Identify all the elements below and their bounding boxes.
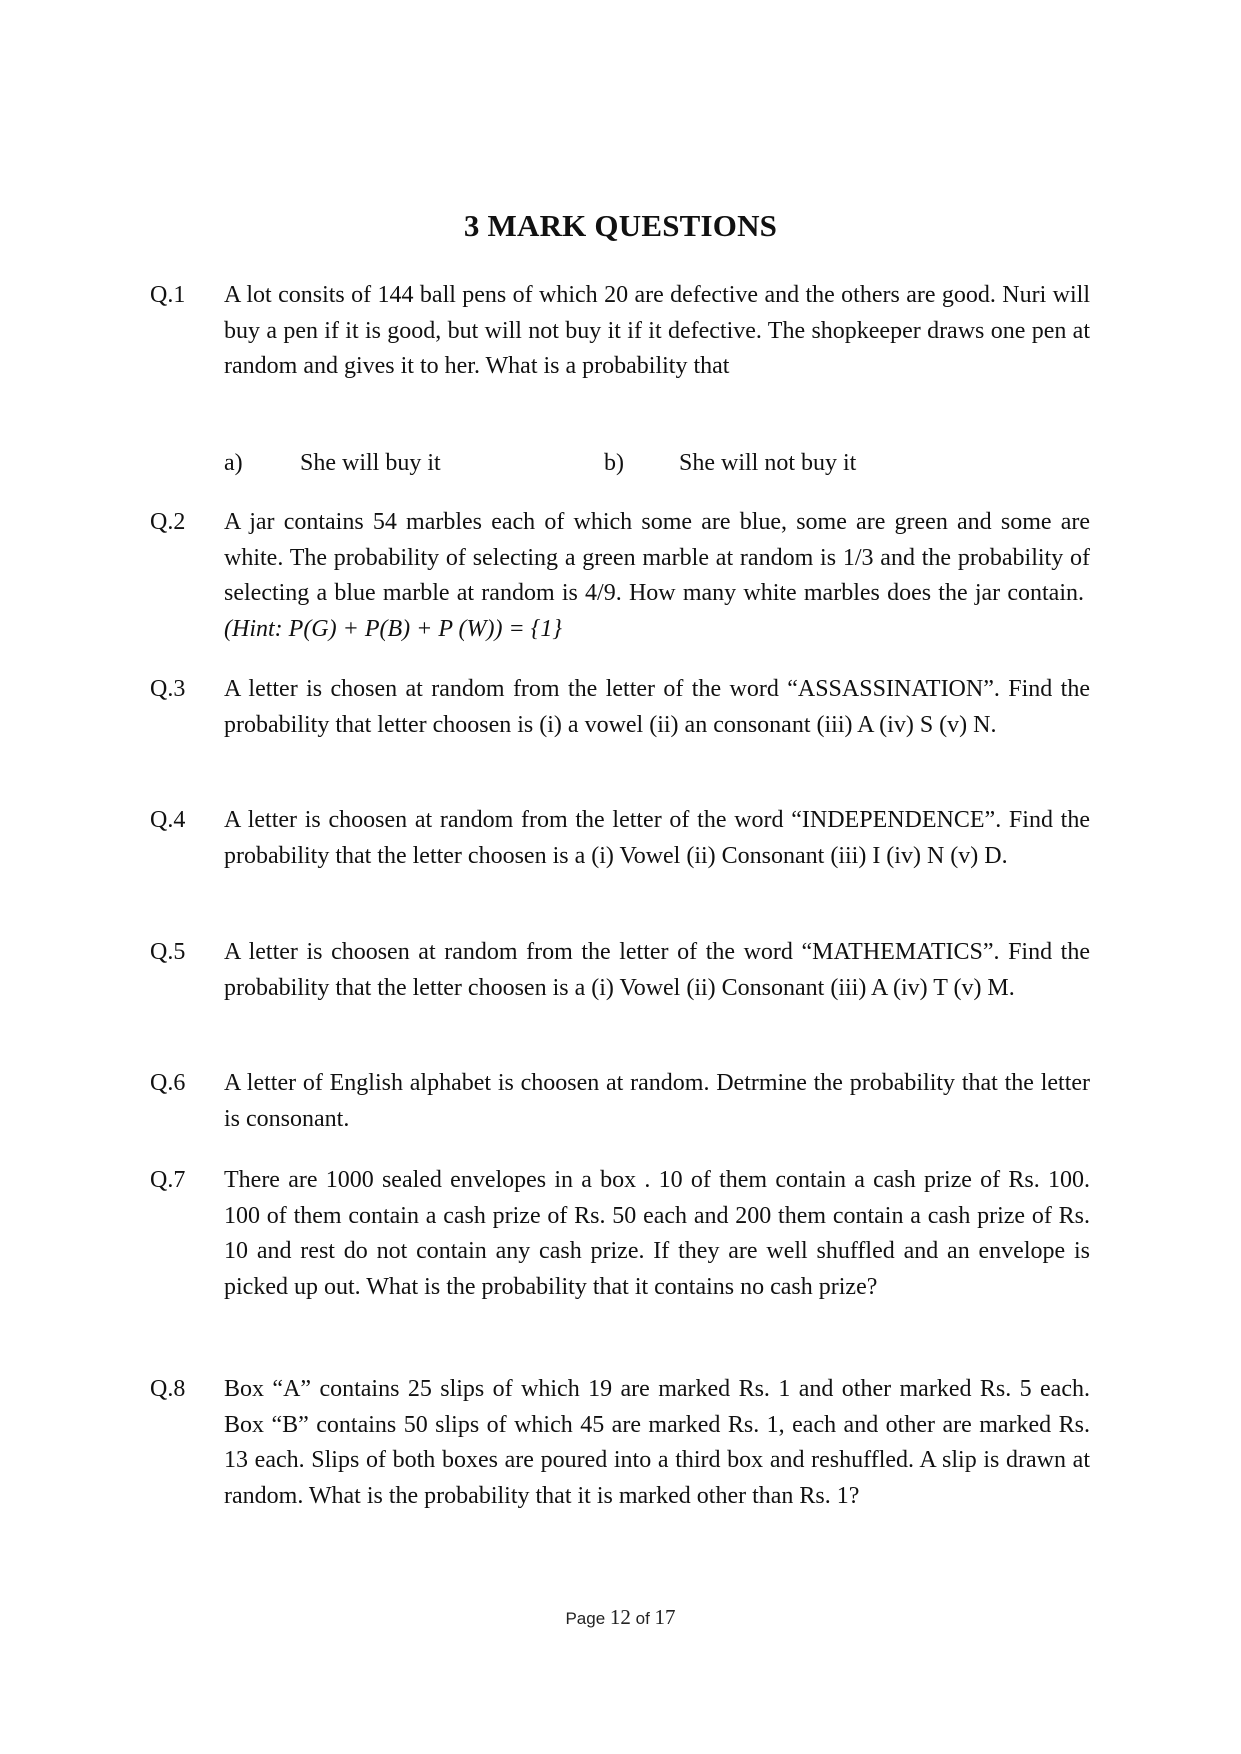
question-number: Q.5 (150, 939, 186, 965)
question-text: A letter is choosen at random from the letter of the word “MATHEMATICS”. Find the probability that the letter choosen is a (i) Vowel (ii) Consonant (iii) A (iv) T (v) M. (224, 939, 1090, 1001)
question-text: Box “A” contains 25 slips of which 19 are marked Rs. 1 and other marked Rs. 5 each. Box “B” contains 50 slips of which 45 are marked Rs. 1, each and other are marked Rs. 13 each. Slips of both boxes are poured into a third box and reshuffled. A slip is drawn at random. What is the probability that it is marked other than Rs. 1? (224, 1376, 1090, 1509)
question-text: A letter is chosen at random from the letter of the word “ASSASSINATION”. Find the probability that letter choosen is (i) a vowel (ii) an consonant (iii) A (iv) S (v) N. (224, 676, 1090, 738)
page-heading: 3 MARK QUESTIONS (463, 208, 778, 243)
question-number: Q.2 (150, 509, 186, 535)
option-b-label: b) (604, 450, 624, 476)
footer-total-pages: 17 (654, 1605, 676, 1629)
question-number: Q.1 (150, 282, 186, 308)
footer-of-word: of (635, 1609, 650, 1628)
question-text: A letter of English alphabet is choosen at random. Detrmine the probability that the letter is consonant. (224, 1070, 1090, 1132)
footer-page-number: 12 (609, 1605, 631, 1629)
question-text: A letter is choosen at random from the letter of the word “INDEPENDENCE”. Find the probability that the letter choosen is a (i) Vowel (ii) Consonant (iii) I (iv) N (v) D. (224, 807, 1090, 869)
question-text: There are 1000 sealed envelopes in a box . 10 of them contain a cash prize of Rs. 100. 100 of them contain a cash prize of Rs. 50 each and 200 them contain a cash prize of Rs. 10 and rest do not contain any cash prize. If they are well shuffled and an envelope is picked up out. What is the probability that it contains no cash prize? (224, 1167, 1090, 1300)
option-a-text: She will buy it (300, 450, 441, 476)
question-text (224, 505, 1090, 647)
question-text: A lot consits of 144 ball pens of which 20 are defective and the others are good. Nuri will buy a pen if it is good, but will not buy it if it defective. The shopkeeper draws one pen at random and gives it to her. What is a probability that (224, 282, 1090, 380)
footer-page-word: Page (565, 1609, 606, 1628)
question-number: Q.8 (150, 1376, 186, 1402)
option-a-label: a) (224, 450, 243, 476)
question-text-body: A jar contains 54 marbles each of which some are blue, some are green and some are white. The probability of selecting a green marble at random is 1/3 and the probability of selecting a blue marble at random is 4/9. How many white marbles does the jar contain. (224, 509, 1090, 607)
option-b-text: She will not buy it (679, 450, 857, 476)
question-number: Q.7 (150, 1167, 186, 1193)
question-number: Q.4 (150, 807, 186, 833)
question-number: Q.6 (150, 1070, 186, 1096)
page-footer (0, 1605, 1241, 1630)
question-hint: (Hint: P(G) + P(B) + P (W)) = {1} (224, 615, 562, 642)
question-number: Q.3 (150, 676, 186, 702)
